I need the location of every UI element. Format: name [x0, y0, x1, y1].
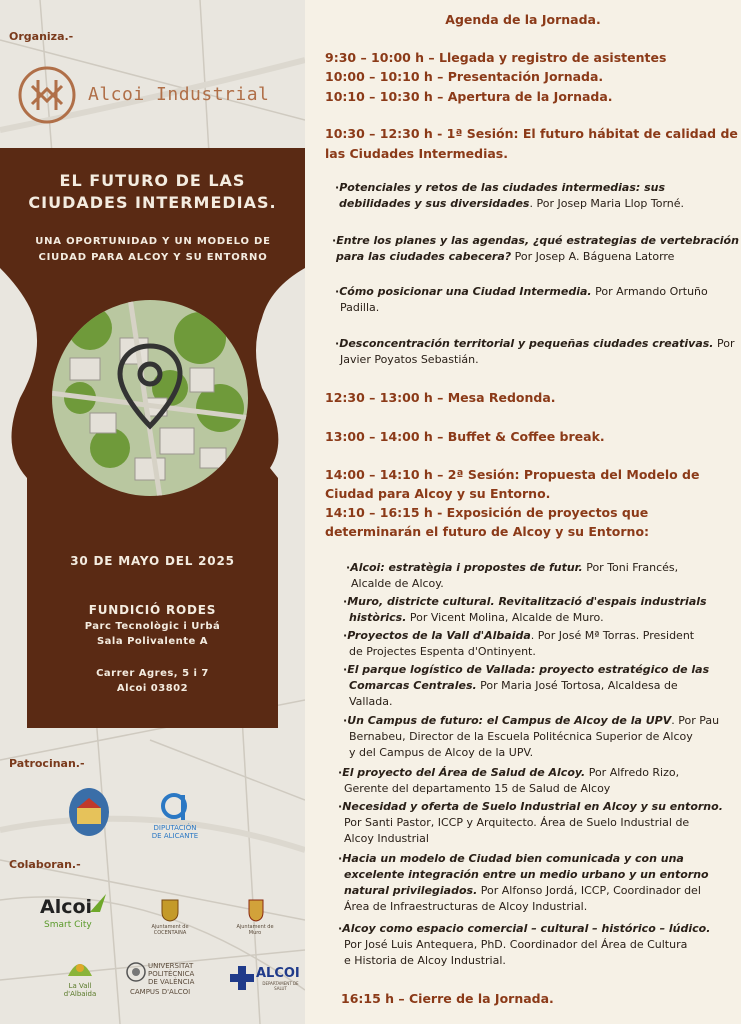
session-3-line-2: determinarán el futuro de Alcoy y su Entorno: — [325, 524, 650, 539]
muro-label: Ajuntament de Muro — [236, 924, 274, 936]
agenda-line-2: 10:00 – 10:10 h – Presentación Jornada. — [325, 69, 604, 84]
session-3-line-1: 14:10 – 16:15 h - Exposición de proyectos que — [325, 505, 649, 520]
project-4-title-1: El parque logístico de Vallada: proyecto estratégico de las — [347, 663, 710, 676]
subtitle-line-2: CIUDAD PARA ALCOY Y SU ENTORNO — [38, 252, 268, 263]
project-2: ·Muro, districte cultural. Revitalització d'espais industrials històrics. Por Vicent Molina, Alcalde de Muro. — [343, 595, 707, 624]
project-4-speaker-2: Vallada. — [349, 695, 393, 708]
project-1-speaker-2: Alcalde de Alcoy. — [351, 577, 444, 590]
project-3-speaker-1: . Por José Mª Torras. President — [530, 629, 695, 642]
upv-campus-label: CAMPUS D'ALCOI — [130, 988, 191, 996]
agenda-line-4: 12:30 – 13:00 h – Mesa Redonda. — [325, 390, 556, 405]
session-2-line-1: 14:00 – 14:10 h – 2ª Sesión: Propuesta del Modelo de — [325, 467, 700, 482]
venue-name: FUNDICIÓ RODES — [88, 603, 217, 617]
event-subtitle — [8, 234, 298, 266]
project-2-title-2: històrics. — [349, 611, 407, 624]
session-1-line-1: 10:30 – 12:30 h - 1ª Sesión: El futuro hábitat de calidad de — [325, 126, 738, 141]
project-4-speaker-1: Por Maria José Tortosa, Alcaldesa de — [476, 679, 678, 692]
project-4: ·El parque logístico de Vallada: proyecto estratégico de las Comarcas Centrales. Por Maria José Tortosa, Alcaldesa de Vallada. — [343, 663, 710, 708]
project-8-speaker-1: Por Alfonso Jordá, ICCP, Coordinador del — [477, 884, 701, 897]
project-5: ·Un Campus de futuro: el Campus de Alcoy de la UPV. Por Pau Bernabeu, Director de la Escuela Politécnica Superior de Alcoy y del Campus de Alcoy de la UPV. — [343, 714, 720, 759]
agenda-title: Agenda de la Jornada. — [445, 12, 601, 27]
patrocinan-label: Patrocinan.- — [9, 757, 85, 770]
agenda-line-5: 13:00 – 14:00 h – Buffet & Coffee break. — [325, 429, 605, 444]
talk-3-speaker-1: Por Armando Ortuño — [591, 285, 708, 298]
project-8-title-1: Hacia un modelo de Ciudad bien comunicada y con una — [342, 852, 684, 865]
event-panel — [0, 148, 305, 728]
salut-alcoi-label: ALCOI — [256, 966, 300, 981]
session-2-line-2: Ciudad para Alcoy y su Entorno. — [325, 486, 551, 501]
brand-name: Alcoi Industrial — [88, 84, 270, 105]
upv-line-1: UNIVERSITAT — [148, 962, 194, 970]
talk-4-speaker-1: Por — [713, 337, 735, 350]
agenda-line-1: 9:30 – 10:00 h – Llegada y registro de asistentes — [325, 50, 667, 65]
project-5-speaker-1: . Por Pau — [671, 714, 720, 727]
health-cross-icon — [230, 966, 254, 990]
project-8-title-3: natural privilegiados. — [344, 884, 478, 897]
talk-2-title-1: Entre los planes y las agendas, ¿qué estrategias de vertebración — [336, 234, 739, 247]
alcoi-industrial-brand — [18, 66, 298, 124]
project-6: ·El proyecto del Área de Salud de Alcoy. Por Alfredo Rizo, Gerente del departamento 15 de Salud de Alcoy — [338, 766, 680, 795]
talk-1-speaker: . Por Josep Maria Llop Torné. — [529, 197, 685, 210]
talk-3-title: Cómo posicionar una Ciudad Intermedia. — [339, 285, 592, 298]
city-illustration — [50, 298, 250, 498]
talk-1-title-1: Potenciales y retos de las ciudades intermedias: sus — [339, 181, 666, 194]
project-3-title: Proyectos de la Vall d'Albaida — [347, 629, 531, 642]
session-1-line-2: las Ciudades Intermedias. — [325, 146, 508, 161]
project-8-speaker-2: Área de Infraestructuras de Alcoy Industrial. — [344, 900, 588, 913]
talk-4: ·Desconcentración territorial y pequeñas ciudades creativas. Por Javier Poyatos Sebastián. — [335, 337, 735, 366]
cocentaina-coat-icon — [160, 898, 180, 922]
talk-4-speaker-2: Javier Poyatos Sebastián. — [340, 353, 479, 366]
project-1-title: Alcoi: estratègia i propostes de futur. — [350, 561, 583, 574]
venue-address: Carrer Agres, 5 i 7 — [96, 668, 209, 679]
project-7-speaker-1: Por Santi Pastor, ICCP y Arquitecto. Área de Suelo Industrial de — [344, 816, 690, 829]
event-date: 30 DE MAYO DEL 2025 — [70, 554, 235, 568]
project-2-title-1: Muro, districte cultural. Revitalització d'espais industrials — [347, 595, 707, 608]
project-9-speaker-1: Por José Luis Antequera, PhD. Coordinador del Área de Cultura — [344, 938, 688, 951]
project-2-speaker: Por Vicent Molina, Alcalde de Muro. — [406, 611, 604, 624]
salut-dept-label: DEPARTAMENT DE SALUT — [262, 981, 299, 991]
title-line-2: CIUDADES INTERMEDIAS. — [28, 193, 277, 212]
talk-3-speaker-2: Padilla. — [340, 301, 380, 314]
talk-2-speaker: Por Josep A. Báguena Latorre — [511, 250, 675, 263]
project-9-speaker-2: e Historia de Alcoy Industrial. — [344, 954, 506, 967]
project-6-speaker-2: Gerente del departamento 15 de Salud de Alcoy — [344, 782, 611, 795]
project-1: ·Alcoi: estratègia i propostes de futur. Por Toni Francés, Alcalde de Alcoy. — [346, 561, 679, 590]
project-4-title-2: Comarcas Centrales. — [349, 679, 477, 692]
project-5-title: Un Campus de futuro: el Campus de Alcoy de la UPV — [347, 714, 672, 727]
muro-coat-icon — [247, 896, 265, 922]
cocentaina-label: Ajuntament de COCENTAINA — [151, 924, 189, 936]
diputacion-alicante-logo-icon — [158, 790, 190, 826]
project-3-speaker-2: de Projectes Espenta d'Ontinyent. — [349, 645, 536, 658]
project-7-speaker-2: Alcoy Industrial — [344, 832, 429, 845]
vall-albaida-logo-icon — [66, 956, 94, 980]
left-column — [0, 0, 305, 1024]
project-8-title-2: excelente integración entre un medio urbano y un entorno — [344, 868, 709, 881]
vall-albaida-label: La Vall d'Albaida — [63, 982, 97, 998]
project-8: ·Hacia un modelo de Ciudad bien comunicada y con una excelente integración entre un medio urbano y un entorno natural privilegiados. Por Alfonso Jordá, ICCP, Coordinador del Área de Infraestructuras de Alcoy Industrial. — [338, 852, 709, 913]
talk-2-title-2: para las ciudades cabecera? — [336, 250, 512, 263]
venue-city: Alcoi 03802 — [116, 683, 189, 694]
agenda-line-3: 10:10 – 10:30 h – Apertura de la Jornada. — [325, 89, 613, 104]
project-9: ·Alcoy como espacio comercial – cultural – histórico – lúdico. Por José Luis Antequera, PhD. Coordinador del Área de Cultura e Historia de Alcoy Industrial. — [338, 922, 711, 967]
venue-line-1: Parc Tecnològic i Urbá — [84, 621, 221, 632]
talk-4-title: Desconcentración territorial y pequeñas ciudades creativas. — [339, 337, 714, 350]
upv-label — [148, 962, 194, 986]
talk-1: ·Potenciales y retos de las ciudades intermedias: sus debilidades y sus diversidades. Por Josep Maria Llop Torné. — [335, 181, 685, 210]
talk-2: ·Entre los planes y las agendas, ¿qué estrategias de vertebración para las ciudades cabecera? Por Josep A. Báguena Latorre — [332, 234, 739, 263]
talk-3: ·Cómo posicionar una Ciudad Intermedia. Por Armando Ortuño Padilla. — [335, 285, 708, 314]
project-3: ·Proyectos de la Vall d'Albaida. Por José Mª Torras. President de Projectes Espenta d'Ontinyent. — [343, 629, 695, 658]
diputacion-label: DIPUTACIÓN DE ALICANTE — [151, 824, 199, 840]
alcoi-smart-city-logo: Alcoi — [40, 896, 93, 918]
project-7: ·Necesidad y oferta de Suelo Industrial en Alcoy y su entorno. Por Santi Pastor, ICCP y Arquitecto. Área de Suelo Industrial de Alcoy Industrial — [338, 800, 723, 845]
upv-line-3: DE VALÈNCIA — [148, 978, 195, 986]
title-line-1: EL FUTURO DE LAS — [59, 171, 246, 190]
project-9-title: Alcoy como espacio comercial – cultural – histórico – lúdico. — [342, 922, 711, 935]
venue-line-2: Sala Polivalente A — [96, 636, 209, 647]
alcoi-coat-of-arms-icon — [66, 786, 112, 838]
project-6-title: El proyecto del Área de Salud de Alcoy. — [342, 766, 586, 779]
smart-city-leaf-icon — [88, 892, 108, 914]
colaboran-label: Colaboran.- — [9, 858, 81, 871]
project-5-speaker-3: y del Campus de Alcoy de la UPV. — [349, 746, 534, 759]
talk-1-title-2: debilidades y sus diversidades — [339, 197, 530, 210]
agenda-column — [305, 0, 741, 1024]
upv-seal-icon — [126, 962, 146, 982]
upv-line-2: POLITÈCNICA — [148, 970, 195, 978]
alcoi-industrial-logo-icon — [18, 66, 76, 124]
organiza-label: Organiza.- — [9, 30, 74, 43]
agenda-line-close: 16:15 h – Cierre de la Jornada. — [341, 991, 554, 1006]
event-title — [0, 170, 305, 214]
project-7-title: Necesidad y oferta de Suelo Industrial en Alcoy y su entorno. — [342, 800, 723, 813]
smart-city-label: Smart City — [44, 920, 92, 930]
project-6-speaker-1: Por Alfredo Rizo, — [585, 766, 680, 779]
project-1-speaker-1: Por Toni Francés, — [582, 561, 679, 574]
project-5-speaker-2: Bernabeu, Director de la Escuela Politécnica Superior de Alcoy — [349, 730, 693, 743]
subtitle-line-1: UNA OPORTUNIDAD Y UN MODELO DE — [35, 236, 271, 247]
